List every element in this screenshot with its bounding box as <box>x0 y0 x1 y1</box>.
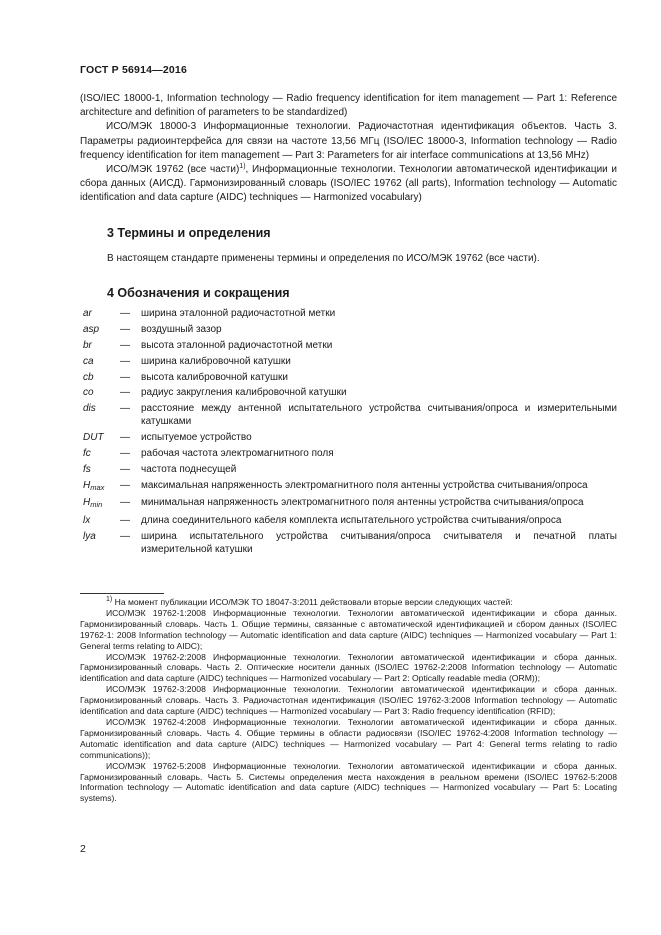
abbreviation-symbol: ca <box>83 355 94 367</box>
abbreviation-dash: — <box>120 431 130 443</box>
section-3-text: В настоящем стандарте применены термины и определения по ИСО/МЭК 19762 (все части). <box>107 253 540 264</box>
document-header: ГОСТ Р 56914—2016 <box>80 64 188 76</box>
abbreviation-term <box>80 340 120 353</box>
abbreviation-dash: — <box>120 463 130 475</box>
abbreviation-term <box>80 308 120 321</box>
abbreviation-definition: рабочая частота электромагнитного поля <box>141 447 334 459</box>
abbreviation-row <box>80 515 617 528</box>
abbreviation-dash: — <box>120 531 130 543</box>
abbreviation-row <box>80 340 617 353</box>
abbreviation-row <box>80 387 617 400</box>
section-4-heading: 4 Обозначения и сокращения <box>107 286 290 300</box>
footnote-1-text: На момент публикации ИСО/МЭК ТО 18047-3:2011 действовали вторые версии следующих частей: <box>112 597 513 607</box>
abbreviation-row <box>80 432 617 445</box>
abbreviation-term <box>80 448 120 461</box>
abbreviation-row <box>80 464 617 477</box>
abbreviation-symbol: fs <box>83 463 91 475</box>
abbreviation-dash: — <box>120 323 130 335</box>
abbreviation-term <box>80 480 120 495</box>
abbreviation-symbol: br <box>83 339 92 351</box>
abbreviation-definition: высота эталонной радиочастотной метки <box>141 339 333 351</box>
abbreviation-symbol: H <box>83 497 91 509</box>
abbreviation-dash: — <box>120 387 130 399</box>
abbreviation-row <box>80 324 617 337</box>
abbreviation-row <box>80 480 617 495</box>
abbreviation-term <box>80 387 120 400</box>
abbreviation-symbol: co <box>83 387 94 399</box>
abbreviation-dash: — <box>120 371 130 383</box>
abbreviation-row <box>80 448 617 461</box>
abbreviations-list <box>80 308 617 560</box>
footnote-item-19762-5: ИСО/МЭК 19762-5:2008 Информационные технологии. Технологии автоматической идентификации и сбора данных. Гармонизированный словарь. Часть 5. Системы определения места нахождения в реальном времени (ISO/IEC 19762-5:2008 Information technology — Automatic identification and data capture (AIDC) techniques — Harmonized vocabulary — Part 5: Locating systems). <box>80 760 617 804</box>
abbreviation-definition: минимальная напряженность электромагнитного поля антенны устройства считывания/опроса <box>141 497 584 509</box>
footnote-marker[interactable]: 1) <box>239 163 246 171</box>
reference-iso-19762 <box>80 163 617 206</box>
page-number: 2 <box>80 843 86 855</box>
abbreviation-dash: — <box>120 447 130 459</box>
abbreviation-definition: радиус закругления калибровочной катушки <box>141 387 347 399</box>
abbreviation-definition: воздушный зазор <box>141 323 222 335</box>
abbreviation-dash: — <box>120 308 130 319</box>
abbreviation-term <box>80 531 120 556</box>
section-3-heading: 3 Термины и определения <box>107 226 271 240</box>
abbreviation-definition: высота калибровочной катушки <box>141 371 289 383</box>
abbreviation-subscript: min <box>90 500 103 510</box>
abbreviation-term <box>80 497 120 512</box>
abbreviation-symbol: dis <box>83 403 96 415</box>
normative-references-continued <box>80 92 617 206</box>
abbreviation-definition: длина соединительного кабеля комплекта испытательного устройства считывания/опроса <box>141 515 562 527</box>
abbreviation-definition: частота поднесущей <box>141 463 237 475</box>
abbreviation-dash: — <box>120 403 130 415</box>
abbreviation-definition: ширина калибровочной катушки <box>141 355 291 367</box>
abbreviation-term <box>80 403 120 428</box>
abbreviation-symbol: H <box>83 479 91 491</box>
abbreviation-symbol: asp <box>83 323 100 335</box>
abbreviation-dash: — <box>120 497 130 509</box>
abbreviation-term <box>80 432 120 445</box>
abbreviation-row <box>80 372 617 385</box>
abbreviation-definition: ширина испытательного устройства считывания/опроса считывателя и печатной платы измерительной катушки <box>141 531 617 555</box>
abbreviation-row <box>80 403 617 428</box>
footnote-item-19762-3: ИСО/МЭК 19762-3:2008 Информационные технологии. Технологии автоматической идентификации и сбора данных. Гармонизированный словарь. Часть 3. Радиочастотная идентификация (ISO/IEC 19762-3:2008 Information technology — Automatic identification and data capture (AIDC) techniques — Harmonized vocabulary — Part 3: Radio frequency identification (RFID); <box>80 684 617 717</box>
abbreviation-term <box>80 324 120 337</box>
abbreviation-symbol: ar <box>83 308 92 319</box>
footnote-separator <box>80 593 164 594</box>
abbreviation-term <box>80 372 120 385</box>
abbreviation-definition: испытуемое устройство <box>141 431 252 443</box>
footnote-1-marker: 1) <box>106 596 113 603</box>
abbreviation-dash: — <box>120 355 130 367</box>
abbreviation-symbol: DUT <box>83 431 104 443</box>
reference-iso-18000-1-continuation: (ISO/IEC 18000-1, Information technology — Radio frequency identification for item management — Part 1: Reference architecture and definition of parameters to be standardized) <box>80 93 617 119</box>
abbreviation-row <box>80 497 617 512</box>
abbreviation-subscript: max <box>90 482 105 492</box>
abbreviation-term <box>80 515 120 528</box>
footnote-item-19762-1: ИСО/МЭК 19762-1:2008 Информационные технологии. Технологии автоматической идентификации и сбора данных. Гармонизированный словарь. Часть 1. Общие термины, связанные с автоматической идентификацией и сбором данных (ISO/IEC 19762-1: 2008 Information technology — Automatic identification and data capture (AIDC) techniques — Harmonized vocabulary — Part 1: General terms relating to AIDC); <box>80 607 617 651</box>
abbreviation-definition: расстояние между антенной испытательного устройства считывания/опроса и измерительными катушками <box>141 403 617 427</box>
abbreviation-symbol: lx <box>83 515 91 527</box>
abbreviation-row <box>80 356 617 369</box>
abbreviation-row <box>80 531 617 556</box>
footnote-1 <box>80 597 617 608</box>
abbreviation-term <box>80 464 120 477</box>
abbreviation-dash: — <box>120 479 130 491</box>
abbreviation-symbol: cb <box>83 371 94 383</box>
footnotes <box>80 597 617 804</box>
reference-iso-19762-title: ИСО/МЭК 19762 (все части) <box>106 164 240 176</box>
abbreviation-term <box>80 356 120 369</box>
abbreviation-definition: максимальная напряженность электромагнитного поля антенны устройства считывания/опроса <box>141 479 588 491</box>
reference-iso-18000-3: ИСО/МЭК 18000-3 Информационные технологии. Радиочастотная идентификация объектов. Часть 3. Параметры радиоинтерфейса для связи на частоте 13,56 МГц (ISO/IEC 18000-3, Information technology — Radio frequency identification for item management — Part 3: Parameters for air interface communications at 13,56 MHz) <box>80 121 617 161</box>
abbreviation-symbol: lya <box>83 531 96 543</box>
abbreviation-definition: ширина эталонной радиочастотной метки <box>141 308 336 319</box>
abbreviation-symbol: fc <box>83 447 91 459</box>
abbreviation-row <box>80 308 617 321</box>
abbreviation-dash: — <box>120 339 130 351</box>
abbreviation-dash: — <box>120 515 130 527</box>
footnote-item-19762-2: ИСО/МЭК 19762-2:2008 Информационные технологии. Технологии автоматической идентификации и сбора данных. Гармонизированный словарь. Часть 2. Оптические носители данных (ISO/IEC 19762-2:2008 Information technology — Automatic identification and data capture (AIDC) techniques — Harmonized vocabulary — Part 2: Optically readable media (ORM)); <box>80 651 617 684</box>
reference-iso-19762-rest: , Информационные технологии. Технологии автоматической идентификации и сбора данных (АИСД). Гармонизированный словарь (ISO/IEC 19762 (all parts), Information technology — Automatic identification and data capture (AIDC) techniques — Harmonized vocabulary) <box>80 164 618 204</box>
footnote-item-19762-4: ИСО/МЭК 19762-4:2008 Информационные технологии. Технологии автоматической идентификации и сбора данных. Гармонизированный словарь. Часть 4. Общие термины в области радиосвязи (ISO/IEC 19762-4:2008 Information technology — Automatic identification and data capture (AIDC) techniques — Harmonized vocabulary — Part 4: General terms relating to radio communications)); <box>80 716 617 760</box>
